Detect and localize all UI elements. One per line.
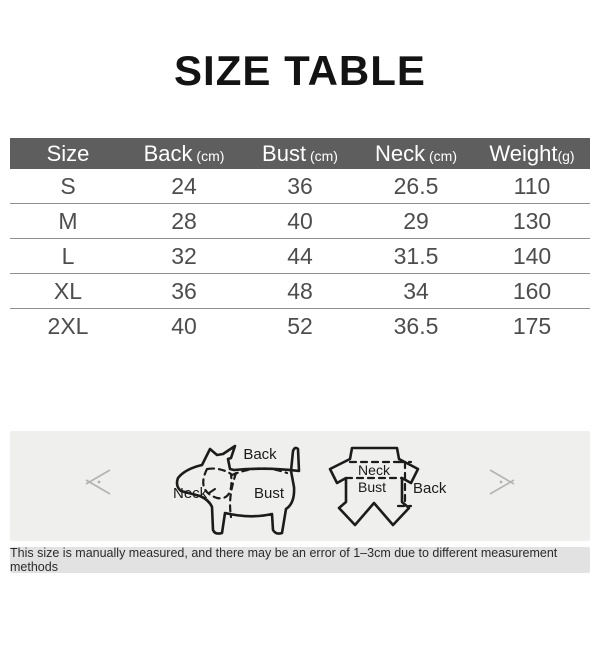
cell-neck: 36.5 — [393, 313, 439, 339]
size-table — [10, 138, 590, 344]
measurement-diagram-panel — [10, 431, 590, 541]
garment-neck-label: Neck — [358, 462, 390, 478]
col-header-size: Size — [46, 140, 90, 166]
cell-weight: 175 — [512, 313, 552, 339]
cell-weight: 160 — [512, 277, 552, 304]
cell-weight: 110 — [513, 172, 551, 199]
col-header-bust: Bust (cm) — [262, 140, 338, 166]
cell-neck: 31.5 — [393, 242, 439, 269]
cell-neck: 34 — [403, 277, 429, 304]
page-title: SIZE TABLE — [174, 47, 426, 94]
cell-neck: 29 — [403, 207, 429, 234]
cell-size: XL — [53, 277, 83, 304]
cell-size: M — [58, 207, 78, 234]
table-row — [10, 204, 590, 239]
garment-measurement-diagram — [325, 445, 450, 537]
carousel-prev-icon[interactable] — [84, 467, 112, 495]
garment-bust-label: Bust — [357, 479, 387, 495]
cell-weight: 130 — [512, 207, 552, 234]
cell-back: 36 — [171, 277, 197, 304]
cell-size: L — [61, 242, 75, 269]
cell-bust: 52 — [287, 313, 313, 339]
cell-back: 28 — [171, 207, 197, 234]
cell-back: 24 — [171, 172, 197, 199]
garment-back-label: Back — [413, 480, 447, 497]
col-header-neck: Neck (cm) — [374, 140, 457, 166]
cell-bust: 48 — [287, 277, 313, 304]
carousel-next-icon[interactable] — [488, 467, 516, 495]
dog-bust-label: Bust — [253, 485, 285, 502]
col-header-weight: Weight(g) — [489, 140, 575, 166]
dog-neck-label: Neck — [173, 485, 208, 502]
table-header-row — [10, 138, 590, 169]
cell-size: 2XL — [47, 313, 89, 339]
dog-measurement-diagram — [172, 443, 317, 541]
cell-bust: 36 — [287, 172, 313, 199]
table-row — [10, 239, 590, 274]
cell-size: S — [60, 172, 76, 199]
cell-neck: 26.5 — [393, 172, 439, 199]
col-header-back: Back (cm) — [143, 140, 225, 166]
cell-back: 32 — [171, 242, 197, 269]
cell-bust: 44 — [287, 242, 313, 269]
cell-back: 40 — [171, 313, 197, 339]
cell-bust: 40 — [287, 207, 313, 234]
table-row — [10, 169, 590, 204]
disclaimer-text: This size is manually measured, and there may be an error of 1–3cm due to different measurement methods — [10, 546, 558, 574]
table-row — [10, 309, 590, 344]
dog-back-label: Back — [243, 446, 277, 463]
cell-weight: 140 — [512, 242, 552, 269]
size-chart-page — [0, 48, 600, 648]
table-row — [10, 274, 590, 309]
measurement-disclaimer — [10, 547, 590, 573]
